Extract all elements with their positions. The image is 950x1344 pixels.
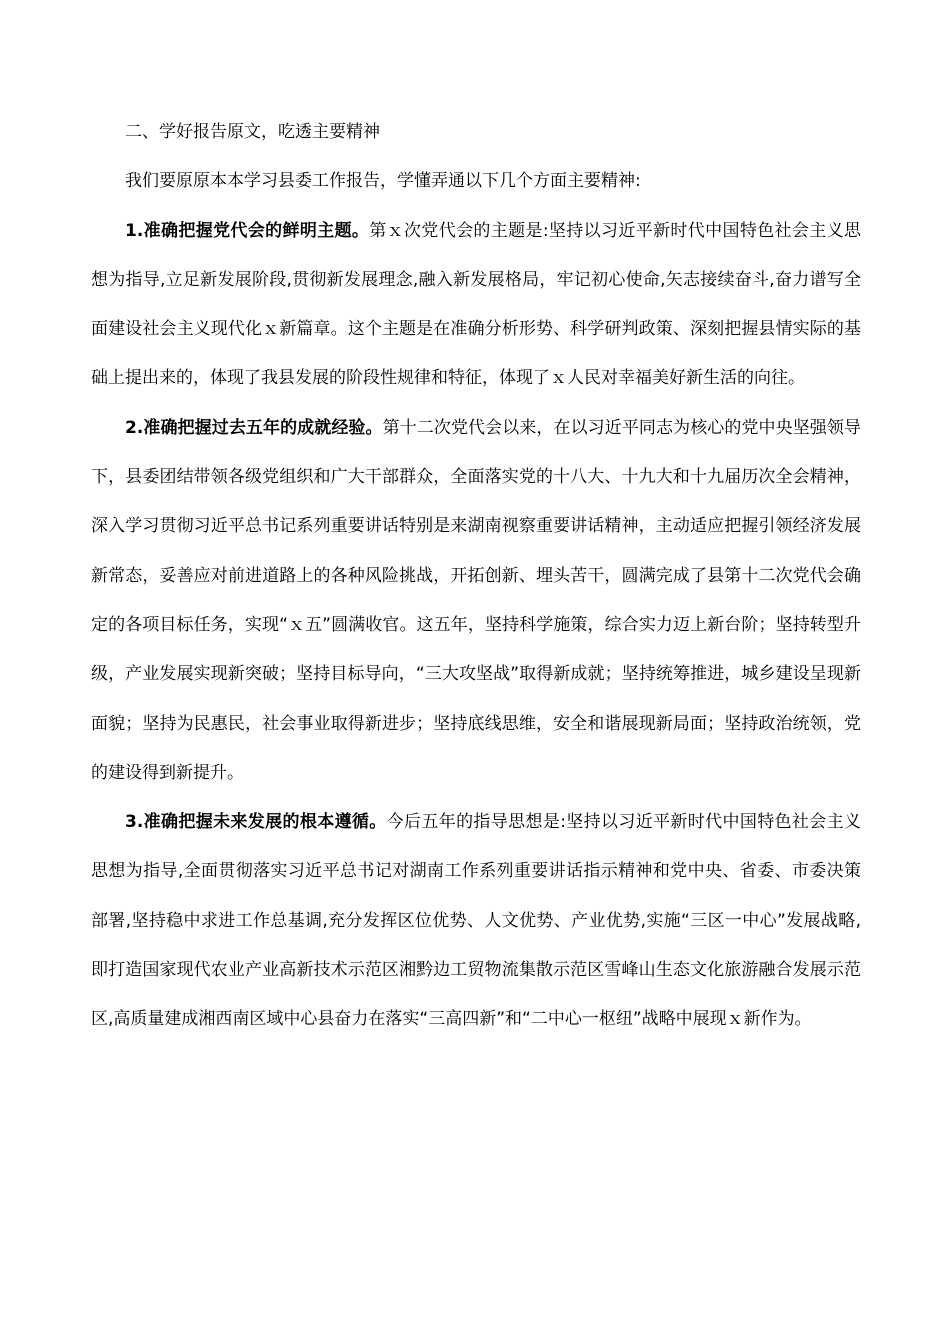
section-heading: 二、学好报告原文，吃透主要精神 (125, 122, 380, 142)
section-paragraph-3 (91, 798, 861, 1044)
section-2-body: 第十二次党代会以来，在以习近平同志为核心的党中央坚强领导下，县委团结带领各级党组织和广大干部群众，全面落实党的十八大、十九大和十九届历次全会精神，深入学习贯彻习近平总书记系列重要讲话特别是来湖南视察重要讲话精神，主动适应把握引领经济发展新常态，妥善应对前进道路上的各种风险挑战，开拓创新、埋头苦干，圆满完成了县第十二次党代会确定的各项目标任务，实现“ｘ五”圆满收官。这五年，坚持科学施策，综合实力迈上新台阶；坚持转型升级，产业发展实现新突破；坚持目标导向，“三大攻坚战”取得新成就；坚持统筹推进，城乡建设呈现新面貌；坚持为民惠民，社会事业取得新进步；坚持底线思维，安全和谐展现新局面；坚持政治统领，党的建设得到新提升。 (91, 417, 861, 783)
document-body (91, 108, 861, 1045)
intro-paragraph: 我们要原原本本学习县委工作报告，学懂弄通以下几个方面主要精神: (125, 171, 641, 192)
section-1-lead: 1.准确把握党代会的鲜明主题。 (125, 220, 370, 241)
section-paragraph-2 (91, 404, 861, 798)
section-3-lead: 3.准确把握未来发展的根本遵循。 (125, 812, 387, 833)
section-2-lead: 2.准确把握过去五年的成就经验。 (125, 417, 383, 438)
section-3-body: 今后五年的指导思想是:坚持以习近平新时代中国特色社会主义思想为指导,全面贯彻落实习近平总书记对湖南工作系列重要讲话指示精神和党中央、省委、市委决策部署,坚持稳中求进工作总基调,充分发挥区位优势、人文优势、产业优势,实施“三区一中心”发展战略,即打造国家现代农业产业高新技术示范区湘黔边工贸物流集散示范区雪峰山生态文化旅游融合发展示范区,高质量建成湘西南区域中心县奋力在落实“三高四新”和“二中心一枢纽”战略中展现ｘ新作为。 (91, 812, 861, 1030)
section-paragraph-1 (91, 207, 861, 404)
section-1-body: 第ｘ次党代会的主题是:坚持以习近平新时代中国特色社会主义思想为指导,立足新发展阶段,贯彻新发展理念,融入新发展格局，牢记初心使命,矢志接续奋斗,奋力谱写全面建设社会主义现代化ｘ新篇章。这个主题是在准确分析形势、科学研判政策、深刻把握县情实际的基础上提出来的，体现了我县发展的阶段性规律和特征，体现了ｘ人民对幸福美好新生活的向往。 (91, 220, 861, 389)
